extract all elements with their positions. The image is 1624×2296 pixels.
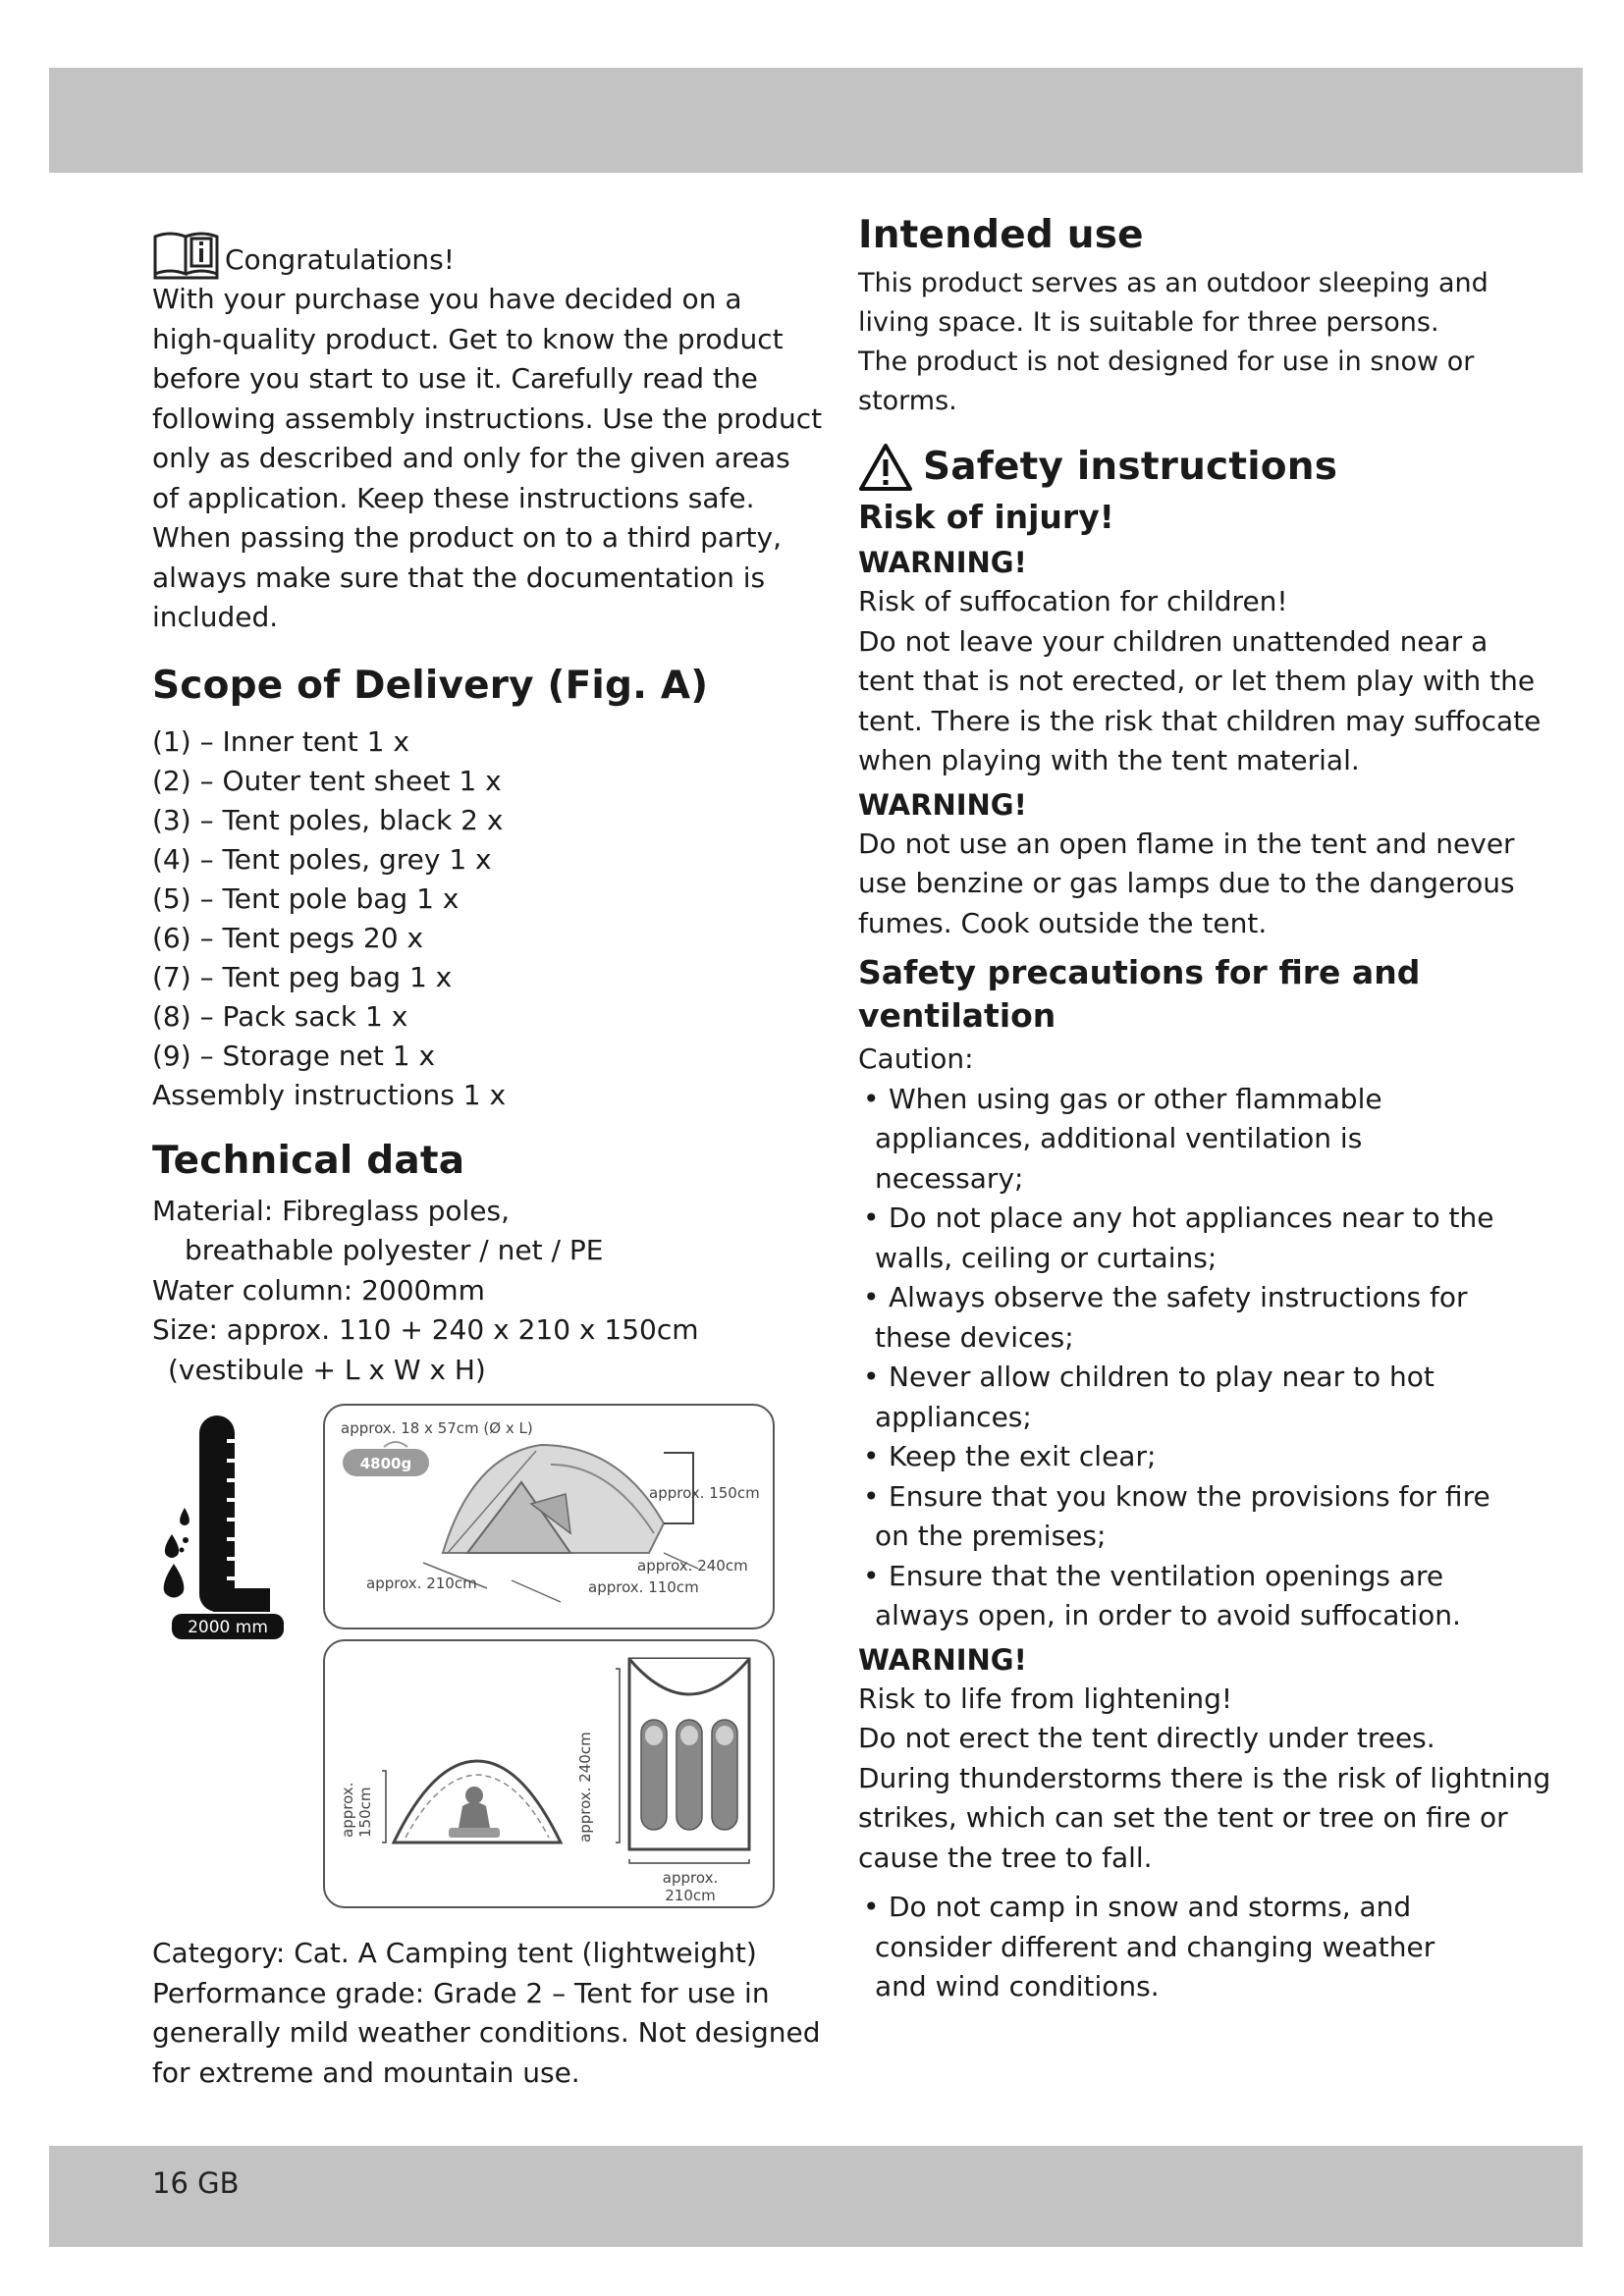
congrats-header: [152, 211, 790, 280]
list-item: (1) – Inner tent 1 x: [152, 724, 409, 758]
warning-label: WARNING!: [858, 546, 1027, 579]
list-item: [858, 1477, 1506, 1557]
water-column-icon: [152, 1412, 290, 1657]
vestibule-label: approx. 110cm: [588, 1578, 699, 1596]
list-item: (4) – Tent poles, grey 1 x: [152, 842, 492, 876]
text-line: for extreme and mountain use.: [152, 2056, 580, 2089]
technical-heading: Technical data: [152, 1138, 465, 1183]
text-line: Do not use an open flame in the tent and never: [858, 827, 1515, 860]
text-line: generally mild weather conditions. Not designed: [152, 2016, 821, 2049]
text-line: strikes, which can set the tent or tree on fire or: [858, 1801, 1508, 1834]
text-line: Keep the exit clear;: [889, 1440, 1157, 1472]
bullet-icon: •: [863, 1440, 880, 1472]
text-line: included.: [152, 601, 279, 633]
list-item: [858, 1199, 1506, 1278]
warning1-text: [858, 582, 1542, 781]
pack-size-label: approx. 18 x 57cm (Ø x L): [341, 1419, 533, 1437]
left-column: [152, 211, 823, 2093]
intended-text: [858, 264, 1506, 421]
text-line: these devices;: [875, 1320, 1074, 1354]
page-number: 16 GB: [152, 2166, 240, 2200]
list-item: [858, 1888, 1506, 2007]
text-line: Size: approx. 110 + 240 x 210 x 150cm: [152, 1313, 699, 1346]
list-item: [858, 1278, 1506, 1358]
text-line: always make sure that the documentation is: [152, 561, 766, 594]
text-line: consider different and changing weather: [875, 1930, 1435, 1963]
safety-heading: Safety instructions: [923, 445, 1338, 489]
warning2-text: [858, 825, 1515, 944]
text-line: Do not leave your children unattended near a: [858, 624, 1489, 658]
tent-perspective-box: [323, 1404, 775, 1629]
text-line: Risk to life from lightening!: [858, 1682, 1233, 1715]
text-line: The product is not designed for use in snow or: [858, 347, 1475, 377]
footer-band: [49, 2146, 1583, 2247]
bullet-icon: •: [863, 1559, 880, 1592]
list-item: (5) – Tent pole bag 1 x: [152, 881, 460, 915]
text-line: Do not erect the tent directly under trees.: [858, 1722, 1435, 1754]
text-line: living space. It is suitable for three persons.: [858, 307, 1439, 338]
text-line: When passing the product on to a third party,: [152, 521, 782, 554]
header-band: [49, 68, 1583, 173]
category-text: [152, 1934, 821, 2093]
bottom-width-label: 210cm: [665, 1887, 716, 1904]
text-line: before you start to use it. Carefully read the: [152, 362, 758, 395]
warning-triangle-icon: [858, 443, 913, 492]
text-line: This product serves as an outdoor sleeping and: [858, 268, 1489, 298]
list-item: (2) – Outer tent sheet 1 x: [152, 764, 502, 797]
final-bullets: [858, 1888, 1506, 2007]
text-line: Do not place any hot appliances near to the: [889, 1201, 1494, 1234]
list-item: (9) – Storage net 1 x: [152, 1039, 436, 1072]
tent-perspective-diagram: [325, 1406, 773, 1628]
text-line: high-quality product. Get to know the product: [152, 322, 784, 355]
bullet-icon: •: [863, 1201, 880, 1234]
risk-heading: Risk of injury!: [858, 498, 1114, 536]
tent-dimensions-diagram: [325, 1641, 773, 1906]
technical-text: [152, 1192, 790, 1391]
scope-list: [152, 722, 790, 1115]
text-line: use benzine or gas lamps due to the dangerous: [858, 867, 1515, 899]
text-line: Risk of suffocation for children!: [858, 585, 1288, 617]
text-line: when playing with the tent material.: [858, 744, 1360, 776]
width-label: approx. 210cm: [366, 1575, 477, 1592]
text-line: Material: Fibreglass poles,: [152, 1194, 511, 1227]
warning-label: WARNING!: [858, 1642, 1027, 1677]
text-line: Category: Cat. A Camping tent (lightweight): [152, 1937, 757, 1969]
list-item: (3) – Tent poles, black 2 x: [152, 803, 504, 836]
text-line: necessary;: [875, 1161, 1024, 1195]
text-line: tent that is not erected, or let them play with the: [858, 665, 1536, 697]
congrats-title: Congratulations!: [225, 243, 455, 276]
fire-heading-line: Safety precautions for fire and: [858, 953, 1421, 991]
text-line: Do not camp in snow and storms, and: [889, 1891, 1412, 1923]
list-item: [858, 1557, 1506, 1636]
safety-heading-row: [858, 443, 1506, 492]
text-line: appliances, additional ventilation is: [875, 1122, 1363, 1154]
right-column: [858, 211, 1551, 2007]
text-line: of application. Keep these instructions safe.: [152, 481, 755, 514]
text-line: fumes. Cook outside the tent.: [858, 906, 1268, 939]
bullet-icon: •: [863, 1479, 880, 1513]
text-line: Performance grade: Grade 2 – Tent for use in: [152, 1976, 770, 2009]
bullet-icon: •: [863, 1281, 880, 1313]
text-line: breathable polyester / net / PE: [185, 1234, 604, 1266]
read-manual-icon: [152, 225, 221, 280]
text-line: always open, in order to avoid suffocation.: [875, 1599, 1461, 1631]
list-item: (6) – Tent pegs 20 x: [152, 921, 424, 954]
fire-heading-line: ventilation: [858, 996, 1056, 1035]
text-line: When using gas or other flammable: [889, 1082, 1382, 1115]
tent-dimensions-box: [323, 1639, 775, 1908]
text-line: only as described and only for the given areas: [152, 442, 790, 474]
text-line: Water column: 2000mm: [152, 1273, 485, 1307]
text-line: following assembly instructions. Use the product: [152, 401, 823, 435]
warning-label: WARNING!: [858, 787, 1027, 822]
text-line: With your purchase you have decided on a: [152, 283, 742, 315]
fire-bullets: [858, 1080, 1506, 1636]
text-line: Ensure that the ventilation openings are: [889, 1559, 1444, 1592]
top-length-label: approx. 240cm: [576, 1732, 594, 1842]
text-line: tent. There is the risk that children may suffocate: [858, 704, 1542, 737]
list-item: [858, 1080, 1506, 1200]
text-line: walls, ceiling or curtains;: [875, 1241, 1218, 1274]
list-item: Assembly instructions 1 x: [152, 1078, 507, 1111]
text-line: cause the tree to fall.: [858, 1841, 1153, 1874]
text-line: Ensure that you know the provisions for fire: [889, 1479, 1490, 1513]
text-line: storms.: [858, 386, 957, 416]
list-item: (8) – Pack sack 1 x: [152, 999, 408, 1033]
text-line: on the premises;: [875, 1520, 1107, 1552]
list-item: [858, 1358, 1506, 1437]
length-label: approx. 240cm: [637, 1557, 748, 1575]
text-line: Never allow children to play near to hot: [889, 1361, 1435, 1393]
technical-figure: [152, 1404, 790, 1934]
list-item: [858, 1437, 1506, 1477]
text-line: During thunderstorms there is the risk of lightning: [858, 1761, 1551, 1794]
weight-label: 4800g: [359, 1455, 412, 1472]
warning3-text: [858, 1680, 1551, 1879]
bullet-icon: •: [863, 1361, 880, 1393]
text-line: and wind conditions.: [875, 1970, 1160, 2002]
caution-label: Caution:: [858, 1042, 974, 1075]
side-height-label: 150cm: [356, 1787, 374, 1838]
fire-heading: [858, 951, 1506, 1038]
bullet-icon: •: [863, 1891, 880, 1923]
scope-heading: Scope of Delivery (Fig. A): [152, 663, 709, 708]
bullet-icon: •: [863, 1082, 880, 1115]
height-label: approx. 150cm: [649, 1484, 760, 1502]
water-column-label: 2000 mm: [188, 1618, 268, 1637]
text-line: appliances;: [875, 1400, 1032, 1433]
side-approx-label: approx.: [339, 1782, 356, 1838]
list-item: (7) – Tent peg bag 1 x: [152, 960, 453, 993]
congrats-text: [152, 280, 823, 638]
text-line: Always observe the safety instructions for: [889, 1281, 1468, 1313]
intended-heading: Intended use: [858, 213, 1144, 257]
bottom-approx-label: approx.: [662, 1869, 719, 1887]
text-line: (vestibule + L x W x H): [168, 1353, 486, 1386]
